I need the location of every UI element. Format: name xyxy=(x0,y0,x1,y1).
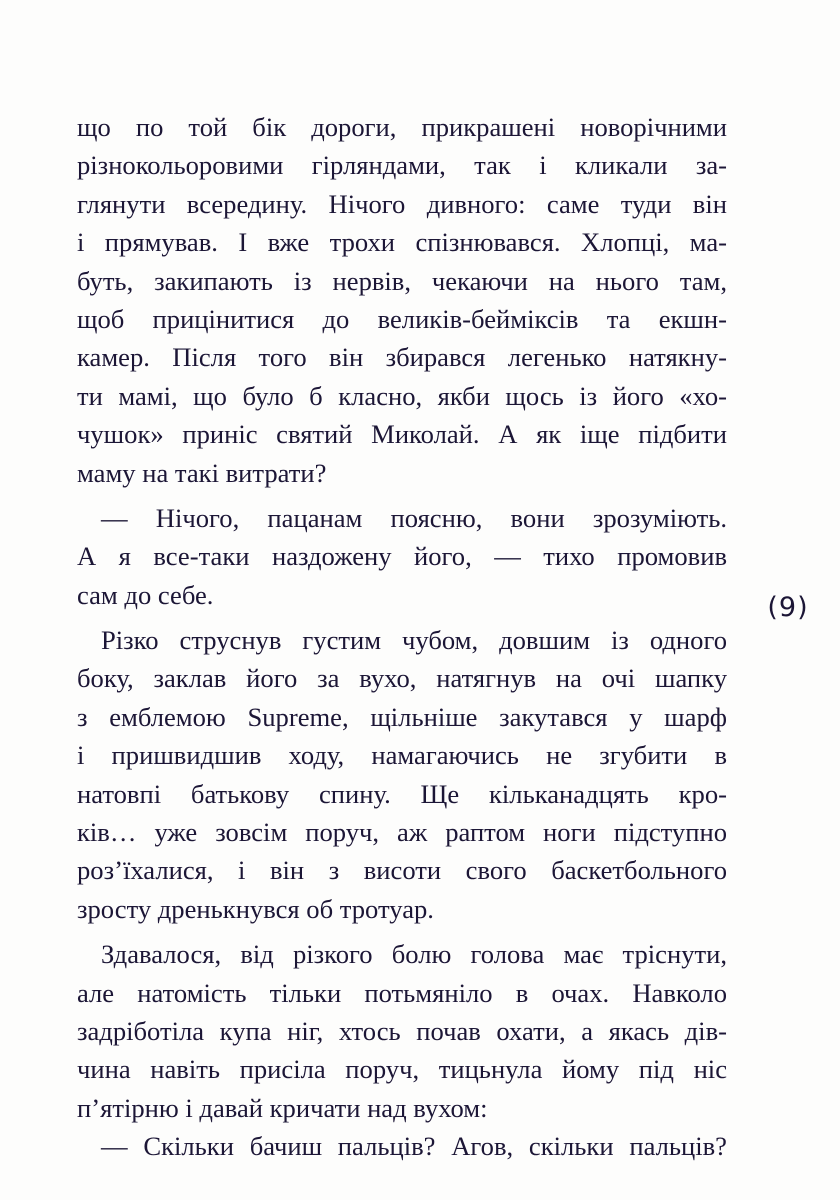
text-line: і прямував. І вже трохи спізнювався. Хлопці, ма- xyxy=(77,227,727,258)
text-line: ти мамі, що було б класно, якби щось із його «хо- xyxy=(77,380,727,411)
text-line: боку, заклав його за вухо, натягнув на очі шапку xyxy=(77,663,727,694)
text-line: Здавалося, від різкого болю голова має тріснути, xyxy=(101,939,727,970)
paragraph-gap xyxy=(77,614,727,621)
text-line: сам до себе. xyxy=(77,579,214,610)
text-line: маму на такі витрати? xyxy=(77,457,327,488)
body-text xyxy=(77,108,727,1166)
text-line: і пришвидшив ходу, намагаючись не згубити в xyxy=(77,740,727,771)
text-line: камер. Після того він збирався легенько натякну- xyxy=(77,342,727,373)
paragraph xyxy=(77,621,727,928)
text-line: чушок» приніс святий Миколай. А як іще підбити xyxy=(77,419,727,450)
text-line: з емблемою Supreme, щільніше закутався у шарф xyxy=(77,701,727,732)
text-line: — Нічого, пацанам поясню, вони зрозуміють. xyxy=(101,502,727,533)
page-number: (9) xyxy=(767,592,809,623)
paragraph xyxy=(77,499,727,614)
paragraph-gap xyxy=(77,492,727,499)
text-line: Різко струснув густим чубом, довшим із одного xyxy=(101,625,727,656)
text-line: задріботіла купа ніг, хтось почав охати, а якась дів- xyxy=(77,1015,727,1046)
text-line: — Скільки бачиш пальців? Агов, скільки пальців? xyxy=(101,1131,727,1162)
text-line: глянути всередину. Нічого дивного: саме туди він xyxy=(77,188,727,219)
paragraph-gap xyxy=(77,928,727,935)
text-line: щоб прицінитися до великів-бейміксів та екшн- xyxy=(77,303,727,334)
text-line: А я все-таки наздожену його, — тихо промовив xyxy=(77,541,727,572)
text-line: чина навіть присіла поруч, тицьнула йому під ніс xyxy=(77,1054,727,1085)
text-line: різнокольоровими гірляндами, так і кликали за- xyxy=(77,150,727,181)
text-line: але натомість тільки потьмяніло в очах. Навколо xyxy=(77,977,727,1008)
text-line: роз’їхалися, і він з висоти свого баскетбольного xyxy=(77,855,727,886)
text-line: що по той бік дороги, прикрашені новорічними xyxy=(77,112,727,142)
text-line: ків… уже зовсім поруч, аж раптом ноги підступно xyxy=(77,817,727,848)
text-line: буть, закипають із нервів, чекаючи на нього там, xyxy=(77,265,727,296)
text-line: зросту дренькнувся об тротуар. xyxy=(77,893,434,924)
text-line: п’ятірню і давай кричати над вухом: xyxy=(77,1092,488,1123)
paragraph xyxy=(77,108,727,492)
paragraph xyxy=(77,935,727,1127)
text-line: натовпі батькову спину. Ще кільканадцять кро- xyxy=(77,778,727,809)
paragraph xyxy=(77,1127,727,1165)
